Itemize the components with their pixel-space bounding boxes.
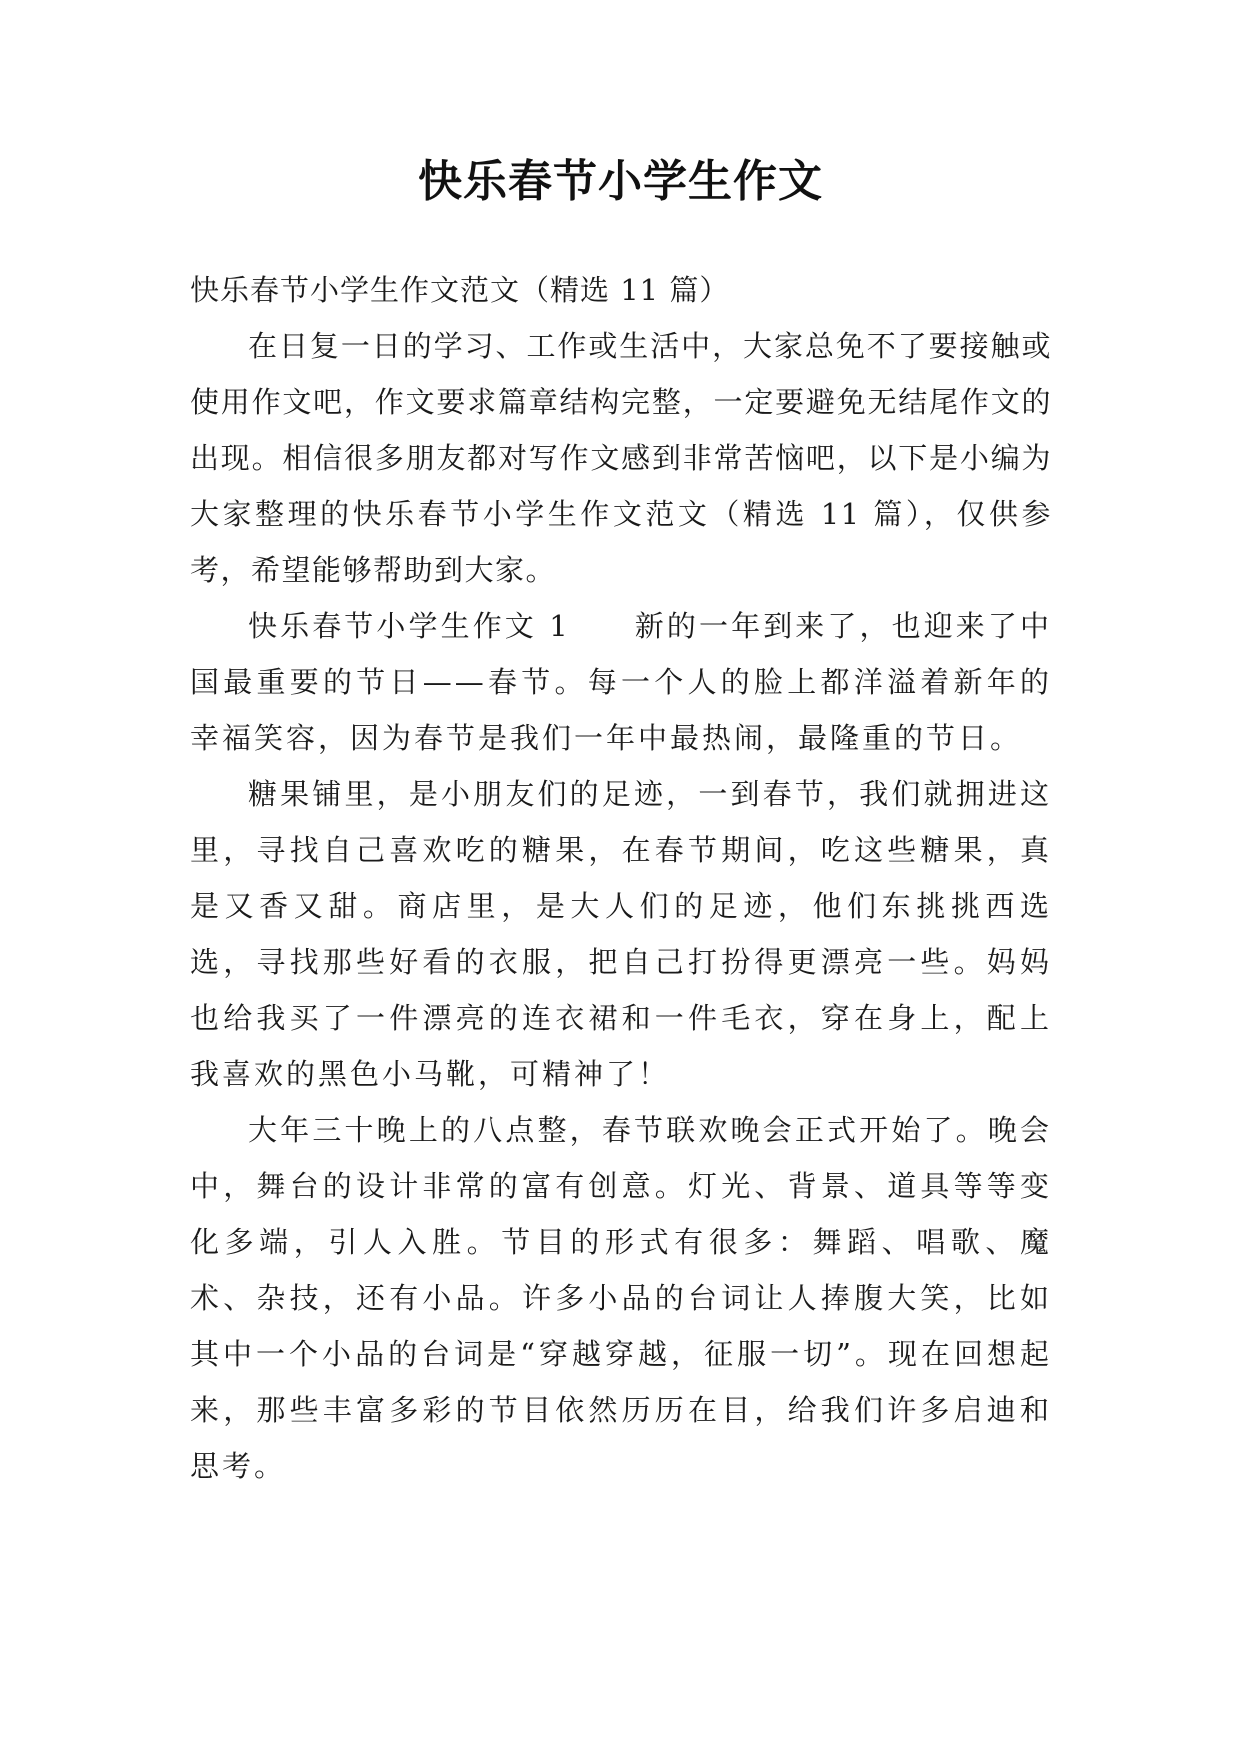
document-body: [190, 262, 1052, 1494]
essay-paragraph-2: 糖果铺里，是小朋友们的足迹，一到春节，我们就拥进这里，寻找自己喜欢吃的糖果，在春节期间，吃这些糖果，真是又香又甜。商店里，是大人们的足迹，他们东挑挑西选选，寻找那些好看的衣服，把自己打扮得更漂亮一些。妈妈也给我买了一件漂亮的连衣裙和一件毛衣，穿在身上，配上我喜欢的黑色小马靴，可精神了！: [190, 777, 1052, 1091]
document-subtitle: 快乐春节小学生作文范文（精选 11 篇）: [190, 273, 730, 307]
essay-paragraph-1-text: 新的一年到来了，也迎来了中国最重要的节日——春节。每一个人的脸上都洋溢着新年的幸福笑容，因为春节是我们一年中最热闹，最隆重的节日。: [190, 609, 1052, 755]
intro-paragraph: 在日复一日的学习、工作或生活中，大家总免不了要接触或使用作文吧，作文要求篇章结构完整，一定要避免无结尾作文的出现。相信很多朋友都对写作文感到非常苦恼吧，以下是小编为大家整理的快乐春节小学生作文范文（精选 11 篇），仅供参考，希望能够帮助到大家。: [190, 329, 1052, 587]
essay-paragraph-1: [190, 598, 1052, 766]
essay-heading: 快乐春节小学生作文 1: [248, 609, 571, 643]
document-title: 快乐春节小学生作文: [418, 156, 823, 207]
essay-paragraph-3: 大年三十晚上的八点整，春节联欢晚会正式开始了。晚会中，舞台的设计非常的富有创意。灯光、背景、道具等等变化多端，引人入胜。节目的形式有很多：舞蹈、唱歌、魔术、杂技，还有小品。许多小品的台词让人捧腹大笑，比如其中一个小品的台词是“穿越穿越，征服一切”。现在回想起来，那些丰富多彩的节目依然历历在目，给我们许多启迪和思考。: [190, 1113, 1052, 1483]
